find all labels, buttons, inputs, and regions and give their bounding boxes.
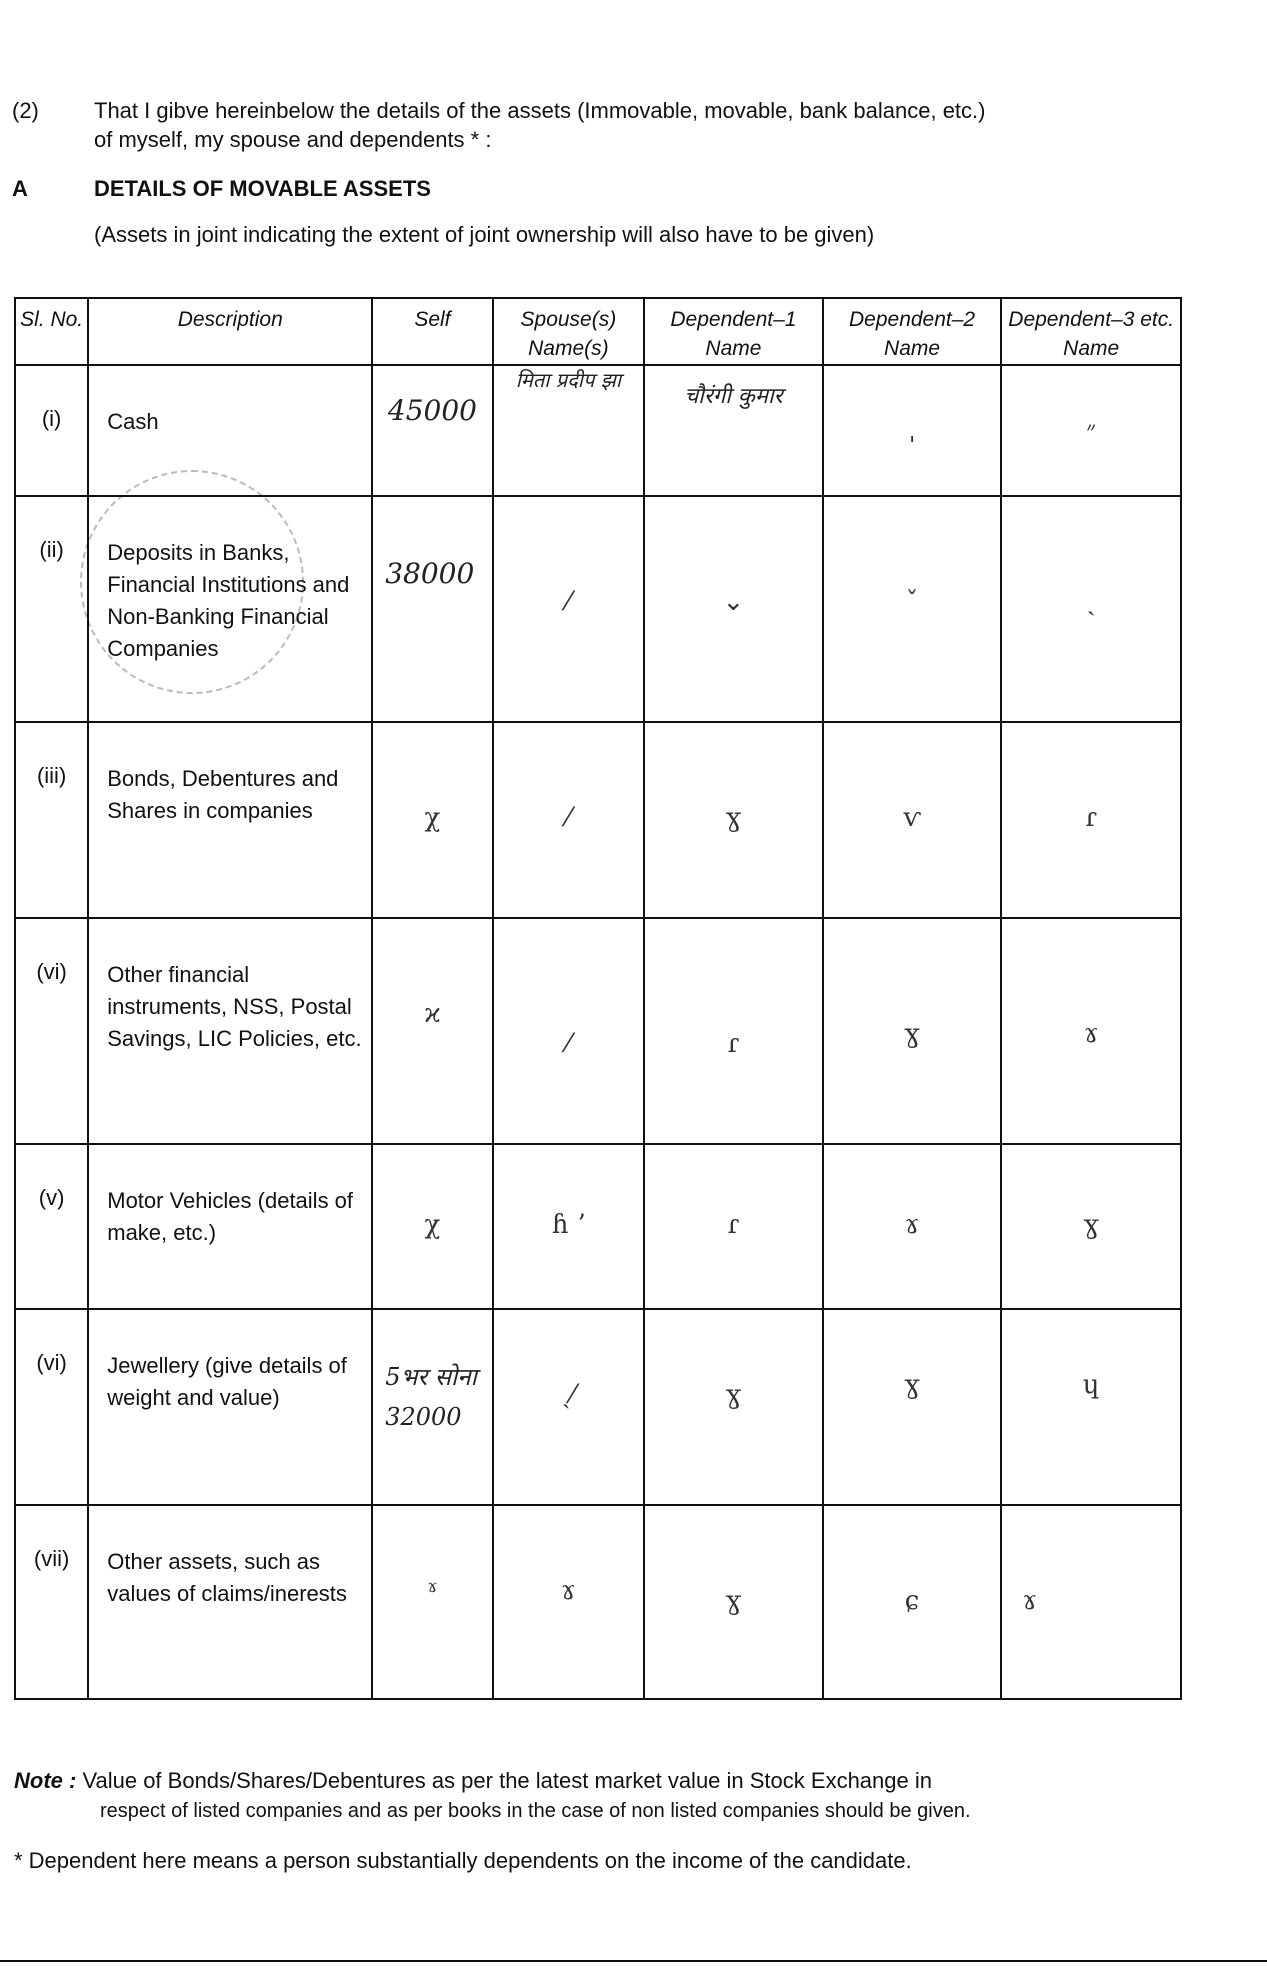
- table-row: [15, 365, 1181, 496]
- dash-mark: ɥ: [1082, 1370, 1100, 1400]
- dash-mark: ɕ: [904, 1586, 920, 1616]
- dash-mark: ⁄: [566, 587, 571, 617]
- header-self: Self: [372, 298, 492, 365]
- dash-mark: ɾ: [727, 1029, 740, 1059]
- header-dependent-3: Dependent–3 etc. Name: [1001, 298, 1181, 365]
- dash-mark: ⱱ: [903, 803, 921, 833]
- dash-mark: ⌄: [722, 587, 745, 617]
- note-line-2: respect of listed companies and as per books in the case of non listed companies should be given.: [100, 1800, 971, 1822]
- intro-text: [94, 96, 1194, 154]
- intro-line-2: of myself, my spouse and dependents * :: [94, 127, 492, 152]
- row-sl: (ii): [15, 496, 88, 722]
- dash-mark: ɣ: [904, 1019, 920, 1049]
- row-self: [372, 918, 492, 1144]
- note-line-1: Value of Bonds/Shares/Debentures as per the latest market value in Stock Exchange in: [82, 1768, 932, 1793]
- dash-mark: ⁄: [566, 1029, 571, 1059]
- row-description: Cash: [88, 365, 372, 496]
- row-spouse: [493, 918, 645, 1144]
- row-description: Other financial instruments, NSS, Postal Savings, LIC Policies, etc.: [88, 918, 372, 1144]
- dash-mark: ˇ: [905, 587, 919, 617]
- row-dependent-1: [644, 365, 823, 496]
- movable-assets-table: [14, 297, 1182, 1700]
- row-dependent-2: [823, 1144, 1002, 1309]
- section-letter: A: [12, 176, 28, 201]
- table-row: [15, 496, 1181, 722]
- row-sl: (i): [15, 365, 88, 496]
- row-spouse: [493, 365, 645, 496]
- dash-mark: ɤ: [1022, 1586, 1038, 1616]
- dash-mark: ˎ: [1086, 587, 1096, 617]
- row-description: Deposits in Banks, Financial Institutions and Non-Banking Financial Companies: [88, 496, 372, 722]
- table-row: [15, 1505, 1181, 1699]
- row-spouse: [493, 1144, 645, 1309]
- dash-mark: ɣ: [725, 1380, 742, 1410]
- handwritten-spouse-name: मिता प्रदीप झा: [515, 368, 622, 392]
- row-self: [372, 1309, 492, 1505]
- row-spouse: [493, 722, 645, 918]
- row-dependent-2: [823, 918, 1002, 1144]
- row-sl: (vii): [15, 1505, 88, 1699]
- bottom-rule: [0, 1960, 1267, 1962]
- row-description: Bonds, Debentures and Shares in companies: [88, 722, 372, 918]
- handwritten-dependent-name: चौरंगी कुमार: [684, 384, 783, 409]
- row-dependent-3: [1001, 1144, 1181, 1309]
- row-sl: (vi): [15, 918, 88, 1144]
- table-row: [15, 1144, 1181, 1309]
- row-description: Jewellery (give details of weight and value): [88, 1309, 372, 1505]
- row-dependent-3: [1001, 365, 1181, 496]
- dash-mark: ɤ: [1083, 1019, 1099, 1049]
- row-description: Motor Vehicles (details of make, etc.): [88, 1144, 372, 1309]
- footnote: * Dependent here means a person substantially dependents on the income of the candidate.: [14, 1848, 912, 1873]
- handwritten-jewellery-weight: 5भर सोना: [385, 1363, 477, 1391]
- table-row: [15, 722, 1181, 918]
- row-dependent-1: [644, 1505, 823, 1699]
- row-dependent-2: [823, 365, 1002, 496]
- header-spouse: Spouse(s) Name(s): [493, 298, 645, 365]
- row-dependent-3: [1001, 1505, 1181, 1699]
- cross-mark: χ: [424, 803, 441, 833]
- section-subtitle: (Assets in joint indicating the extent of joint ownership will also have to be given): [94, 222, 875, 247]
- row-spouse: [493, 1505, 645, 1699]
- handwritten-jewellery-value: 32000: [385, 1403, 462, 1431]
- dash-mark: ˌ: [908, 416, 916, 446]
- dash-mark: ɦ ʼ: [551, 1210, 586, 1240]
- row-dependent-1: [644, 1144, 823, 1309]
- table-row: [15, 918, 1181, 1144]
- dash-mark: ɤ: [427, 1576, 438, 1597]
- row-self: [372, 722, 492, 918]
- dash-mark: ɾ: [727, 1210, 740, 1240]
- row-dependent-1: [644, 1309, 823, 1505]
- table-header-row: [15, 298, 1181, 365]
- section-title: DETAILS OF MOVABLE ASSETS: [94, 176, 431, 201]
- row-description: Other assets, such as values of claims/inerests: [88, 1505, 372, 1699]
- cross-mark: χ: [424, 1210, 441, 1240]
- intro-number: (2): [12, 98, 39, 123]
- row-dependent-3: [1001, 496, 1181, 722]
- cross-mark: ϰ: [424, 999, 441, 1029]
- dash-mark: ɣ: [725, 1586, 742, 1616]
- header-description: Description: [88, 298, 372, 365]
- row-self: [372, 1144, 492, 1309]
- dash-mark: ⁄: [566, 803, 571, 833]
- row-dependent-3: [1001, 722, 1181, 918]
- row-sl: (iii): [15, 722, 88, 918]
- handwritten-value: 45000: [387, 394, 477, 427]
- row-dependent-3: [1001, 918, 1181, 1144]
- dash-mark: ɣ: [725, 803, 742, 833]
- handwritten-value: 38000: [385, 557, 475, 590]
- dash-mark: ɾ: [1085, 803, 1098, 833]
- header-dependent-2: Dependent–2 Name: [823, 298, 1002, 365]
- row-spouse: [493, 496, 645, 722]
- note-label: Note :: [14, 1768, 77, 1793]
- row-dependent-2: [823, 722, 1002, 918]
- header-dependent-1: Dependent–1 Name: [644, 298, 823, 365]
- row-sl: (vi): [15, 1309, 88, 1505]
- header-sl-no: Sl. No.: [15, 298, 88, 365]
- dash-mark: ɣ: [1083, 1210, 1099, 1240]
- row-dependent-1: [644, 722, 823, 918]
- dash-mark: ״: [1086, 416, 1097, 446]
- table-row: [15, 1309, 1181, 1505]
- note-block: [14, 1766, 1184, 1826]
- dash-mark: ˏ⁄: [561, 1380, 575, 1410]
- row-dependent-2: [823, 1505, 1002, 1699]
- dash-mark: ɣ: [904, 1370, 920, 1400]
- dash-mark: ɤ: [904, 1210, 920, 1240]
- row-dependent-3: [1001, 1309, 1181, 1505]
- intro-line-1: That I gibve hereinbelow the details of the assets (Immovable, movable, bank balance, etc.): [94, 98, 986, 123]
- row-spouse: [493, 1309, 645, 1505]
- row-self: [372, 496, 492, 722]
- row-dependent-1: [644, 918, 823, 1144]
- row-dependent-2: [823, 496, 1002, 722]
- row-sl: (v): [15, 1144, 88, 1309]
- row-self: [372, 365, 492, 496]
- dash-mark: ɤ: [561, 1576, 576, 1606]
- row-dependent-2: [823, 1309, 1002, 1505]
- row-self: [372, 1505, 492, 1699]
- row-dependent-1: [644, 496, 823, 722]
